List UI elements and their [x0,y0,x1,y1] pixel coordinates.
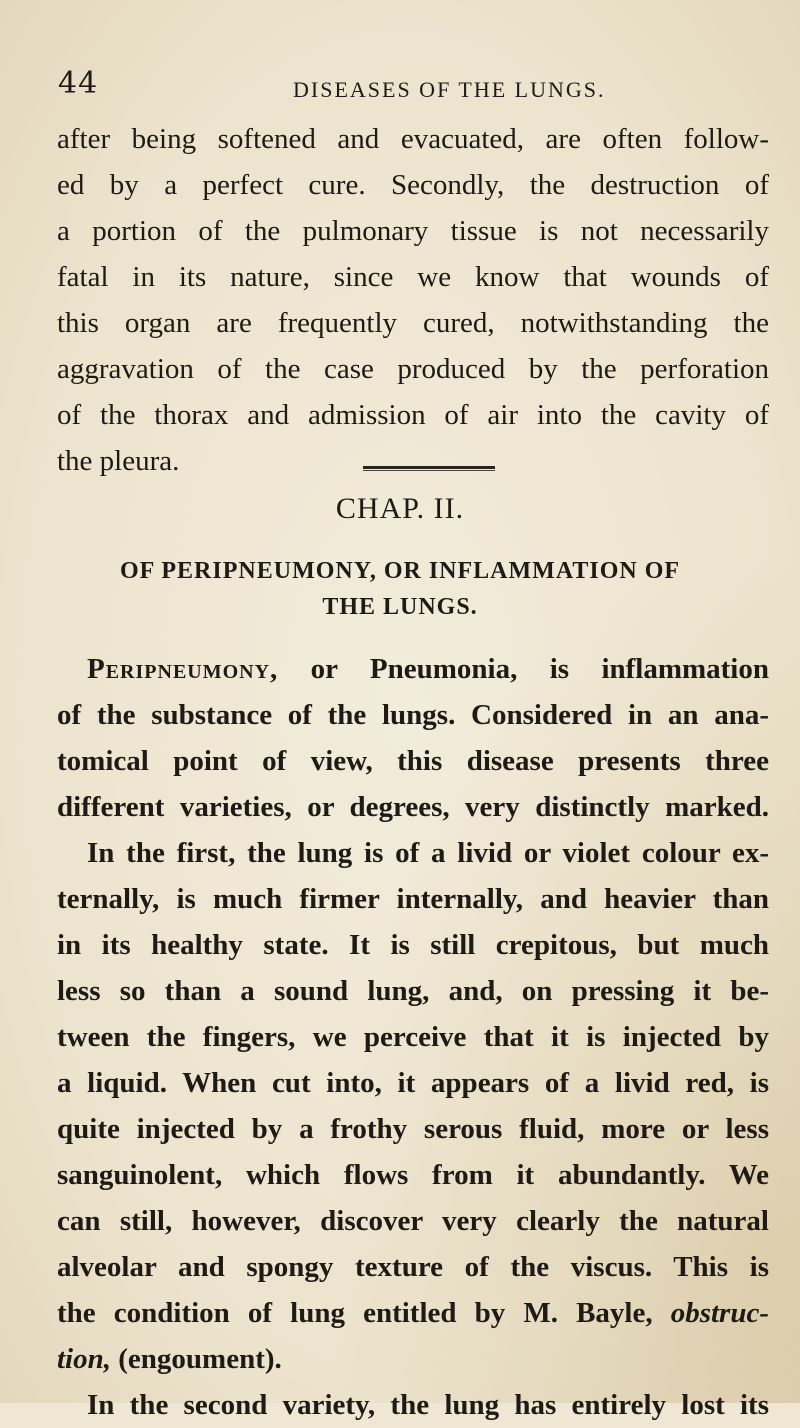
text-fragment: or Pneumonia, is inflammation [278,653,769,685]
text-line: after being softened and evacuated, are often follow- [57,123,769,155]
text-line: In the second variety, the lung has entirely lost its [87,1389,769,1421]
chapter-title-line-2: THE LUNGS. [322,594,478,620]
text-line: of the substance of the lungs. Considered in an ana- [57,699,769,731]
chapter-title-line-1: OF PERIPNEUMONY, OR INFLAMMATION OF [119,558,681,584]
text-fragment: the condition of lung entitled by M. Bayle, [57,1297,671,1329]
italic-term: tion, [57,1343,111,1375]
text-line: ternally, is much firmer internally, and heavier than [57,883,769,915]
text-line: sanguinolent, which flows from it abundantly. We [57,1159,769,1191]
text-line: ed by a perfect cure. Secondly, the destruction of [57,169,769,201]
text-line: less so than a sound lung, and, on pressing it be- [57,975,769,1007]
text-line [57,646,769,692]
text-line [57,1290,769,1336]
text-line: can still, however, discover very clearly the natural [57,1205,769,1237]
page-number: 44 [58,66,99,101]
paragraph-continuation [57,116,769,484]
text-line: fatal in its nature, since we know that wounds of [57,261,769,293]
running-head: DISEASES OF THE LUNGS. [293,77,606,102]
text-line: In the first, the lung is of a livid or violet colour ex- [87,837,769,869]
chapter-heading: CHAP. II. [335,492,465,525]
paragraph-peripneumony [57,646,769,1428]
text-line: this organ are frequently cured, notwithstanding the [57,307,769,339]
text-line: a liquid. When cut into, it appears of a livid red, is [57,1067,769,1099]
lead-word: Peripneumony, [87,653,279,685]
text-line: the pleura. [57,445,180,477]
text-fragment: (engoument). [111,1343,282,1375]
text-line: aggravation of the case produced by the perforation [57,353,769,385]
text-line: in its healthy state. It is still crepitous, but much [57,929,769,961]
text-line: a portion of the pulmonary tissue is not necessarily [57,215,769,247]
text-line: alveolar and spongy texture of the viscus. This is [57,1251,769,1283]
text-line: tomical point of view, this disease presents three [57,745,769,777]
page-header [0,66,800,106]
text-line: different varieties, or degrees, very distinctly marked. [57,791,769,823]
text-line: of the thorax and admission of air into the cavity of [57,399,769,431]
italic-term: obstruc- [670,1297,769,1329]
text-line: quite injected by a frothy serous fluid, more or less [57,1113,769,1145]
text-line [57,1336,769,1382]
section-divider [363,466,495,469]
text-line: tween the fingers, we perceive that it is injected by [57,1021,769,1053]
